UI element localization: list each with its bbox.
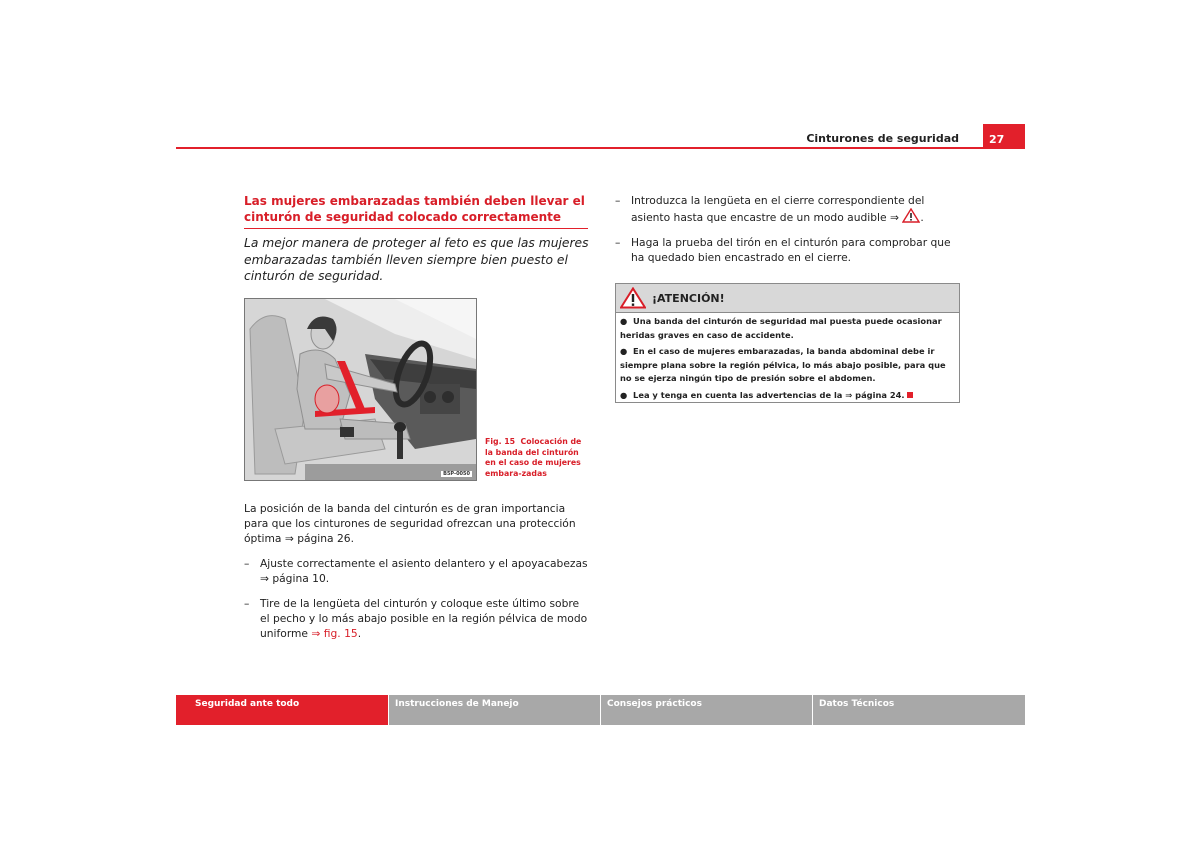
caption-label: Fig. 15 (485, 437, 516, 446)
warning-bullet: ● Una banda del cinturón de seguridad mal puesta puede ocasionar heridas graves en caso de accidente. (620, 316, 942, 340)
list-item-text: Tire de la lengüeta del cinturón y coloque este último sobre el pecho y lo más abajo posible en la región pélvica de modo uniforme (260, 597, 588, 640)
caption-text: Colocación de la banda del cinturón en el caso de mujeres embara-zadas (485, 437, 582, 478)
list-item (615, 193, 965, 225)
figure-reference-link[interactable]: ⇒ fig. 15 (311, 627, 358, 640)
intro-text: La mejor manera de proteger al feto es que las mujeres embarazadas también lleven siempre bien puesto el cinturón de seguridad. (244, 236, 589, 283)
list-item (615, 235, 965, 265)
warning-bullet: ● En el caso de mujeres embarazadas, la banda abdominal debe ir siempre plana sobre la región pélvica, lo más abajo posible, para que no se ejerza ningún tipo de presión sobre el abdomen. (620, 346, 946, 384)
list-item (244, 596, 592, 641)
body-paragraph: La posición de la banda del cinturón es de gran importancia para que los cinturones de seguridad ofrezcan una protección óptima ⇒ página 26. (244, 502, 576, 545)
end-marker-icon (907, 392, 913, 398)
instruction-list-left (244, 556, 592, 651)
list-item-end: . (357, 627, 362, 640)
list-item-content (631, 193, 965, 225)
tab-datos-tecnicos[interactable]: Datos Técnicos (813, 695, 1025, 725)
figure-caption (485, 437, 587, 479)
tab-consejos-practicos[interactable]: Consejos prácticos (601, 695, 812, 725)
tab-seguridad-ante-todo[interactable]: Seguridad ante todo (176, 695, 388, 725)
pregnant-driver-illustration (245, 299, 476, 480)
list-item-text: Ajuste correctamente el asiento delantero y el apoyacabezas ⇒ página 10. (260, 557, 588, 585)
warning-bullet: ● Lea y tenga en cuenta las advertencias de la ⇒ página 24. (620, 389, 955, 403)
dash-marker: – (244, 557, 250, 570)
figure-illustration (244, 298, 477, 481)
warning-bullet-text: En el caso de mujeres embarazadas, la banda abdominal debe ir siempre plana sobre la región pélvica, lo más abajo posible, para que no se ejerza ningún tipo de presión sobre el abdomen. (620, 346, 946, 384)
instruction-list-right (615, 193, 965, 275)
warning-bullet-text: Una banda del cinturón de seguridad mal puesta puede ocasionar heridas graves en caso de accidente. (620, 316, 942, 340)
warning-body (616, 313, 959, 403)
page-number: 27 (983, 124, 1025, 149)
heading-rule (244, 228, 588, 229)
dash-marker: – (615, 194, 621, 207)
list-item-text: Introduzca la lengüeta en el cierre correspondiente del asiento hasta que encastre de un modo audible ⇒ (631, 194, 925, 224)
warning-triangle-icon (902, 208, 920, 223)
dash-marker: – (615, 236, 621, 249)
list-item (244, 556, 592, 586)
warning-title: ¡ATENCIÓN! (652, 291, 725, 305)
list-item-end: . (920, 211, 924, 224)
header-rule (176, 147, 1025, 149)
warning-bullet-text: Lea y tenga en cuenta las advertencias de la ⇒ página 24. (633, 389, 905, 400)
warning-triangle-icon (620, 287, 646, 309)
warning-box (615, 283, 960, 403)
section-title: Cinturones de seguridad (806, 132, 959, 145)
list-item-content (260, 596, 592, 641)
figure-code: B5P-0050 (443, 471, 470, 477)
tab-instrucciones-de-manejo[interactable]: Instrucciones de Manejo (389, 695, 600, 725)
warning-header (616, 284, 959, 313)
list-item-text: Haga la prueba del tirón en el cinturón para comprobar que ha quedado bien encastrado en el cierre. (631, 236, 951, 264)
dash-marker: – (244, 597, 250, 610)
article-heading: Las mujeres embarazadas también deben llevar el cinturón de seguridad colocado correctamente (244, 194, 585, 224)
